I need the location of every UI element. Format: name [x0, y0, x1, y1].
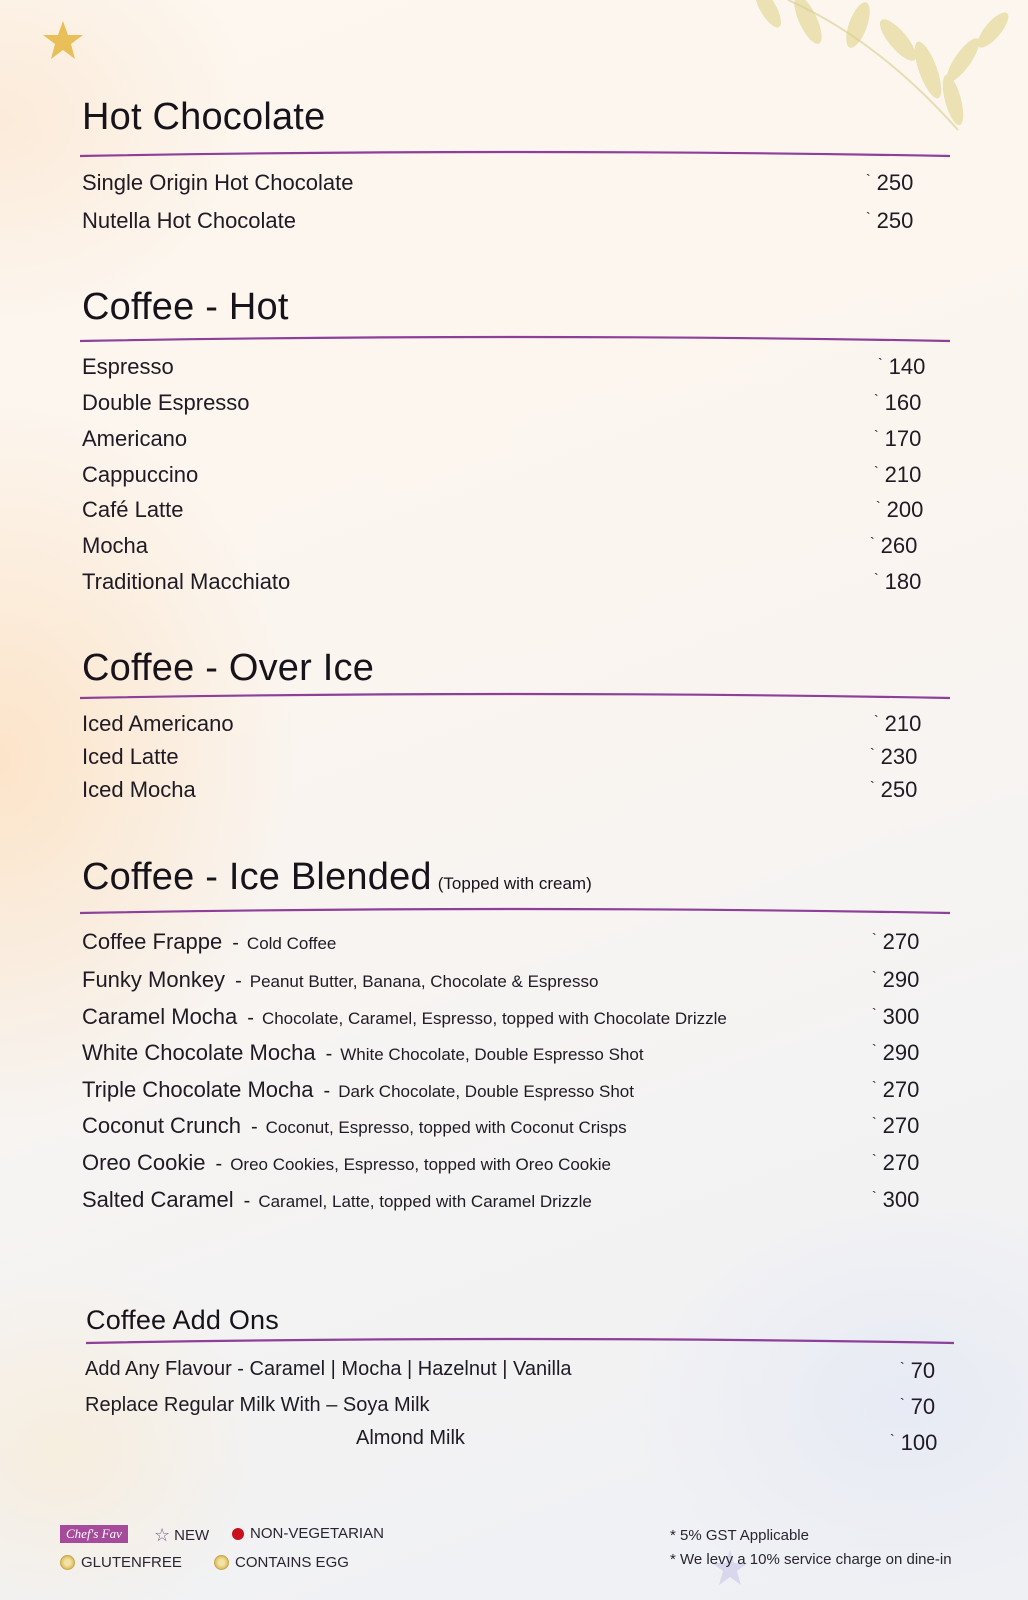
price-value: 290: [882, 967, 920, 992]
red-dot-icon: [232, 1528, 244, 1540]
menu-item-name: Add Any Flavour - Caramel | Mocha | Hazelnut | Vanilla: [85, 1358, 572, 1380]
price-value: 70: [910, 1394, 936, 1419]
price-value: 250: [880, 777, 918, 802]
legend-label: NON-VEGETARIAN: [250, 1525, 384, 1542]
menu-item-price: [876, 497, 923, 523]
menu-item-description: Dark Chocolate, Double Espresso Shot: [338, 1082, 634, 1101]
price-mark: `: [900, 1395, 905, 1411]
price-mark: `: [872, 1005, 877, 1021]
star-outline-icon: ☆: [154, 1525, 171, 1545]
price-value: 140: [888, 354, 926, 379]
price-mark: `: [866, 209, 871, 225]
menu-item-name: Iced Americano: [82, 711, 234, 736]
menu-item-price: [872, 1004, 919, 1030]
separator: -: [325, 1043, 333, 1065]
menu-item-name: Oreo Cookie: [82, 1150, 206, 1175]
section-title-text: Coffee - Ice Blended: [82, 856, 432, 898]
separator: -: [250, 1116, 258, 1138]
leaf-branch-icon: [728, 0, 1028, 140]
price-mark: `: [874, 427, 879, 443]
menu-item-price: [870, 777, 917, 803]
menu-item-name: Café Latte: [82, 497, 184, 522]
section-title-coffee-over-ice: Coffee - Over Ice: [82, 647, 375, 689]
gold-dot-icon: [60, 1555, 75, 1570]
gold-star-icon: [40, 18, 86, 64]
price-mark: `: [872, 930, 877, 946]
section-title-hot-chocolate: Hot Chocolate: [82, 96, 326, 138]
menu-item-description: Chocolate, Caramel, Espresso, topped with Chocolate Drizzle: [261, 1009, 727, 1028]
section-divider: [80, 335, 950, 345]
section-title-coffee-ice-blended: [82, 856, 592, 899]
menu-item: [82, 1077, 634, 1103]
menu-item-name: White Chocolate Mocha: [82, 1040, 316, 1065]
menu-item-price: [872, 1077, 919, 1103]
menu-item-name: Funky Monkey: [82, 967, 226, 992]
price-value: 70: [910, 1358, 936, 1383]
price-value: 270: [882, 1113, 920, 1138]
price-value: 300: [882, 1187, 920, 1212]
menu-item-name: Coconut Crunch: [82, 1113, 241, 1138]
legend-non-veg: [232, 1525, 384, 1542]
price-mark: `: [870, 745, 875, 761]
menu-item-description: Coconut, Espresso, topped with Coconut Crisps: [265, 1118, 627, 1137]
menu-item-name: Espresso: [82, 354, 174, 379]
menu-item-name: Mocha: [82, 533, 149, 558]
menu-item-price: [872, 1150, 919, 1176]
separator: -: [243, 1190, 251, 1212]
price-mark: `: [890, 1431, 895, 1447]
section-title-coffee-hot: Coffee - Hot: [82, 286, 289, 328]
section-title-coffee-add-ons: Coffee Add Ons: [86, 1305, 279, 1335]
price-mark: `: [872, 1078, 877, 1094]
menu-item: [82, 967, 598, 993]
menu-item-name: Iced Mocha: [82, 777, 196, 802]
menu-item-price: [866, 170, 913, 196]
menu-item-price: [874, 711, 921, 737]
menu-item-price: [878, 354, 925, 380]
price-mark: `: [872, 1041, 877, 1057]
price-value: 200: [886, 497, 924, 522]
menu-item-price: [872, 929, 919, 955]
legend-chefs-fav: [60, 1525, 136, 1543]
price-mark: `: [874, 570, 879, 586]
price-value: 170: [884, 426, 922, 451]
menu-item-name: Coffee Frappe: [82, 929, 223, 954]
menu-item-description: White Chocolate, Double Espresso Shot: [340, 1045, 644, 1064]
menu-item-price: [874, 390, 921, 416]
chefs-fav-badge: Chef's Fav: [60, 1525, 128, 1543]
price-mark: `: [866, 171, 871, 187]
price-mark: `: [874, 391, 879, 407]
menu-item-price: [872, 1113, 919, 1139]
menu-item-name: Nutella Hot Chocolate: [82, 208, 297, 233]
menu-item-price: [870, 533, 917, 559]
menu-item: [82, 1187, 592, 1213]
section-divider: [80, 150, 950, 160]
menu-item-name: Single Origin Hot Chocolate: [82, 170, 354, 195]
price-mark: `: [870, 534, 875, 550]
menu-item: [82, 1040, 644, 1066]
menu-item-price: [890, 1430, 937, 1456]
menu-item-price: [874, 462, 921, 488]
section-note: (Topped with cream): [437, 874, 592, 893]
separator: -: [215, 1153, 223, 1175]
menu-item-name: Double Espresso: [82, 390, 250, 415]
menu-item-price: [870, 744, 917, 770]
menu-item-price: [872, 1187, 919, 1213]
footnote-gst: * 5% GST Applicable: [670, 1527, 809, 1544]
price-mark: `: [872, 1114, 877, 1130]
price-mark: `: [874, 712, 879, 728]
legend-new: [154, 1525, 209, 1546]
separator: -: [323, 1080, 331, 1102]
price-value: 250: [876, 208, 914, 233]
legend-label: NEW: [174, 1527, 210, 1544]
price-mark: `: [872, 1188, 877, 1204]
menu-item-description: Peanut Butter, Banana, Chocolate & Espresso: [249, 972, 599, 991]
price-value: 270: [882, 929, 920, 954]
menu-item-description: Oreo Cookies, Espresso, topped with Oreo Cookie: [230, 1155, 611, 1174]
price-value: 100: [900, 1430, 938, 1455]
menu-item: [82, 1004, 727, 1030]
section-divider: [80, 907, 950, 917]
price-value: 270: [882, 1077, 920, 1102]
price-value: 290: [882, 1040, 920, 1065]
menu-item-name: Triple Chocolate Mocha: [82, 1077, 314, 1102]
menu-item-price: [874, 426, 921, 452]
price-mark: `: [872, 1151, 877, 1167]
menu-item: [82, 929, 336, 955]
price-value: 210: [884, 711, 922, 736]
legend-contains-egg: [214, 1554, 349, 1571]
price-value: 180: [884, 569, 922, 594]
gold-dot-icon: [214, 1555, 229, 1570]
price-value: 160: [884, 390, 922, 415]
price-mark: `: [874, 463, 879, 479]
separator: -: [235, 970, 242, 992]
separator: -: [232, 932, 239, 954]
price-mark: `: [900, 1359, 905, 1375]
menu-item-name: Salted Caramel: [82, 1187, 234, 1212]
price-value: 250: [876, 170, 914, 195]
menu-item-price: [872, 1040, 919, 1066]
price-mark: `: [872, 968, 877, 984]
price-value: 300: [882, 1004, 920, 1029]
section-divider: [86, 1337, 954, 1347]
legend-label: GLUTENFREE: [81, 1554, 182, 1571]
menu-item-price: [900, 1394, 935, 1420]
menu-item-price: [872, 967, 919, 993]
section-divider: [80, 692, 950, 702]
menu-item-price: [900, 1358, 935, 1384]
price-mark: `: [870, 778, 875, 794]
price-value: 260: [880, 533, 918, 558]
menu-item-name: Traditional Macchiato: [82, 569, 291, 594]
price-mark: `: [876, 498, 881, 514]
menu-item: [82, 1150, 611, 1176]
menu-item-name: Replace Regular Milk With – Soya Milk: [85, 1394, 430, 1416]
menu-item-price: [874, 569, 921, 595]
menu-item: [82, 1113, 627, 1139]
menu-item-price: [866, 208, 913, 234]
price-value: 270: [882, 1150, 920, 1175]
menu-item-name: Almond Milk: [356, 1427, 465, 1449]
price-value: 230: [880, 744, 918, 769]
separator: -: [247, 1007, 254, 1029]
menu-item-description: Cold Coffee: [246, 934, 337, 953]
menu-item-name: Americano: [82, 426, 188, 451]
price-value: 210: [884, 462, 922, 487]
menu-item-name: Caramel Mocha: [82, 1004, 238, 1029]
menu-item-description: Caramel, Latte, topped with Caramel Drizzle: [258, 1192, 592, 1211]
footnote-service-charge: * We levy a 10% service charge on dine-in: [670, 1551, 952, 1568]
legend-label: CONTAINS EGG: [235, 1554, 349, 1571]
menu-item-name: Iced Latte: [82, 744, 179, 769]
price-mark: `: [878, 355, 883, 371]
legend-gluten-free: [60, 1554, 182, 1571]
menu-item-name: Cappuccino: [82, 462, 199, 487]
